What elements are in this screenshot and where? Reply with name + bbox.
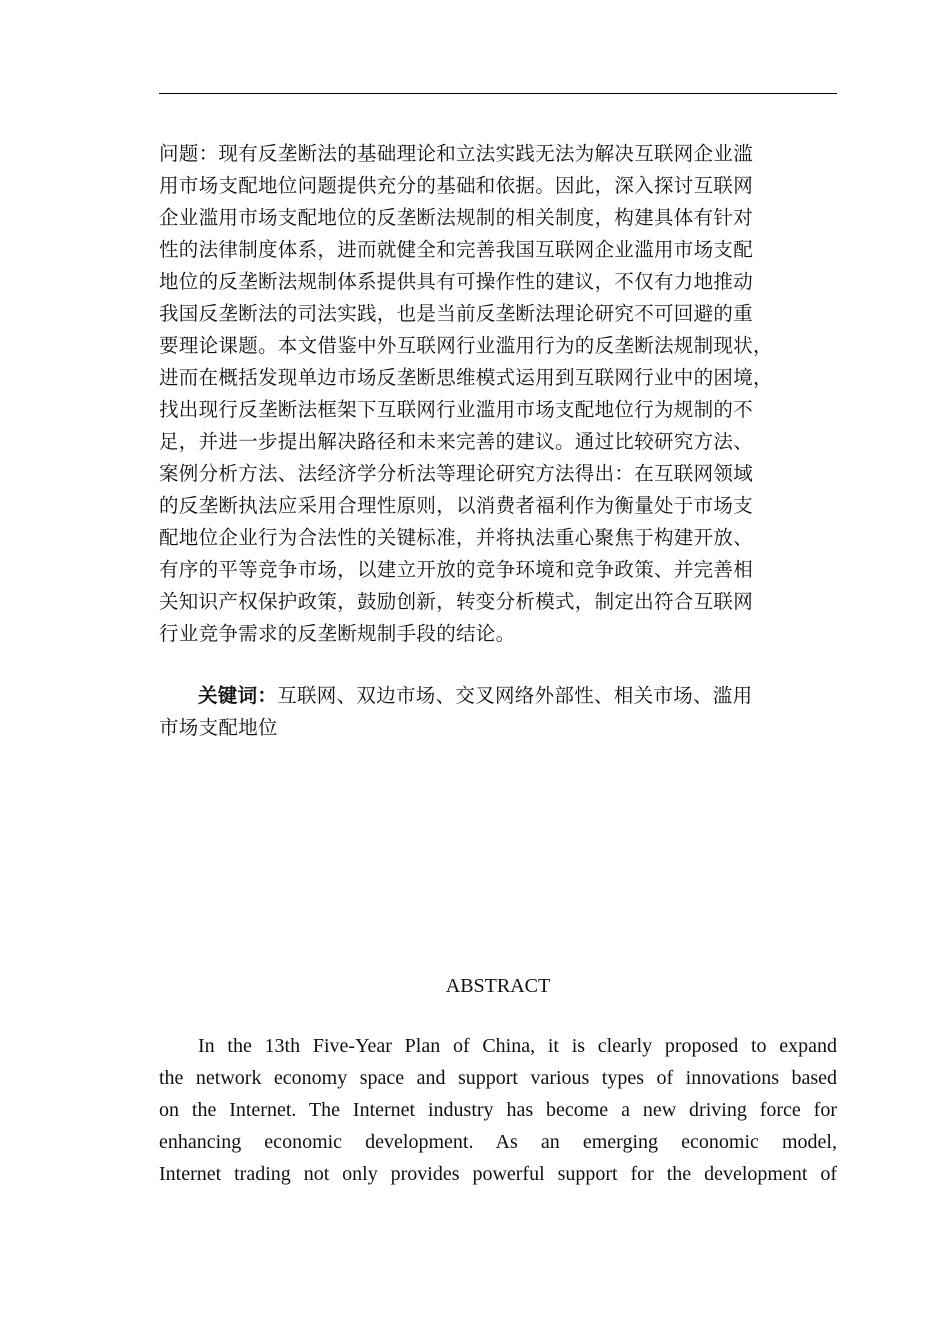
chinese-text-line: 问题：现有反垄断法的基础理论和立法实践无法为解决互联网企业滥 (159, 142, 754, 165)
chinese-text-line: 行业竞争需求的反垄断规制手段的结论。 (159, 622, 516, 645)
english-abstract-body (159, 1030, 837, 1190)
keywords-line-1 (159, 680, 849, 712)
header-rule (159, 93, 837, 94)
chinese-text-line: 找出现行反垄断法框架下互联网行业滥用市场支配地位行为规制的不 (159, 398, 754, 421)
chinese-text-line: 有序的平等竞争市场，以建立开放的竞争环境和竞争政策、并完善相 (159, 558, 754, 581)
chinese-text-line: 性的法律制度体系，进而就健全和完善我国互联网企业滥用市场支配 (159, 238, 754, 261)
english-text-line: the network economy space and support various types of innovations based (159, 1067, 837, 1089)
english-text-line: enhancing economic development. As an emerging economic model, (159, 1131, 837, 1153)
chinese-text-line: 进而在概括发现单边市场反垄断思维模式运用到互联网行业中的困境， (159, 366, 773, 389)
chinese-text-line: 关知识产权保护政策，鼓励创新，转变分析模式，制定出符合互联网 (159, 590, 754, 613)
chinese-text-line: 用市场支配地位问题提供充分的基础和依据。因此，深入探讨互联网 (159, 174, 754, 197)
keywords-label: 关键词： (198, 684, 278, 707)
chinese-text-line: 我国反垄断法的司法实践，也是当前反垄断法理论研究不可回避的重 (159, 302, 754, 325)
english-text-line: on the Internet. The Internet industry has become a new driving force for (159, 1099, 837, 1121)
chinese-text-line: 地位的反垄断法规制体系提供具有可操作性的建议，不仅有力地推动 (159, 270, 754, 293)
chinese-abstract-body (159, 138, 849, 650)
chinese-text-line: 案例分析方法、法经济学分析法等理论研究方法得出：在互联网领域 (159, 462, 754, 485)
keywords-section (159, 680, 849, 744)
english-text-line: In the 13th Five-Year Plan of China, it is clearly proposed to expand (198, 1035, 837, 1057)
chinese-text-line: 足，并进一步提出解决路径和未来完善的建议。通过比较研究方法、 (159, 430, 754, 453)
keywords-text: 互联网、双边市场、交叉网络外部性、相关市场、滥用 (277, 684, 753, 707)
chinese-text-line: 要理论课题。本文借鉴中外互联网行业滥用行为的反垄断法规制现状， (159, 334, 773, 357)
keywords-line-2: 市场支配地位 (159, 716, 278, 739)
chinese-text-line: 配地位企业行为合法性的关键标准，并将执法重心聚焦于构建开放、 (159, 526, 754, 549)
chinese-text-line: 的反垄断执法应采用合理性原则，以消费者福利作为衡量处于市场支 (159, 494, 754, 517)
english-text-line: Internet trading not only provides powerful support for the development of (159, 1163, 837, 1185)
chinese-text-line: 企业滥用市场支配地位的反垄断法规制的相关制度，构建具体有针对 (159, 206, 754, 229)
english-abstract-title: ABSTRACT (445, 975, 551, 997)
